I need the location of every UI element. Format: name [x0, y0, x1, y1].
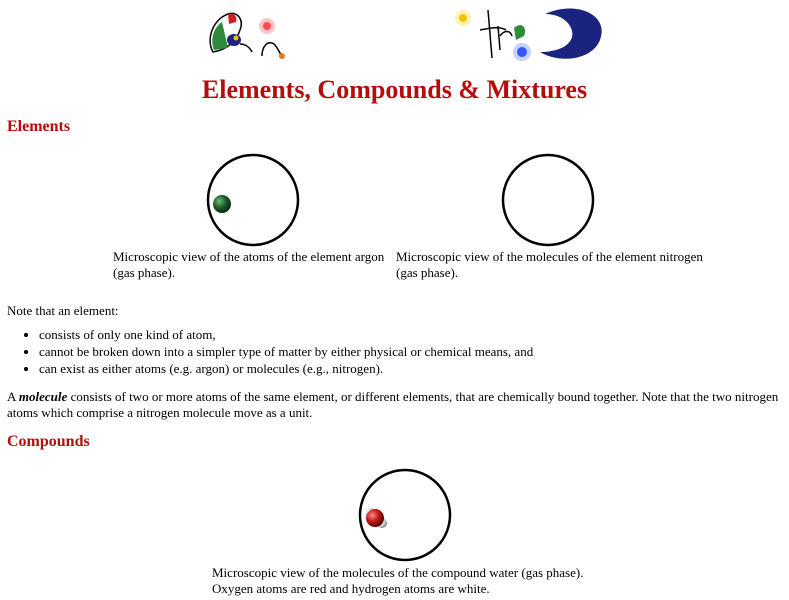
molecule-prefix: A: [7, 389, 19, 404]
left-figure-graphic: [210, 13, 285, 59]
compounds-heading: Compounds: [7, 433, 90, 450]
list-item: • consists of only one kind of atom,: [39, 327, 533, 343]
crescent-moon-graphic: [540, 8, 602, 58]
glow-orb-pink: [259, 18, 275, 34]
elements-heading: Elements: [7, 118, 71, 135]
oxygen-atom: [366, 509, 384, 527]
argon-caption: Microscopic view of the atoms of the element argon (gas phase).: [113, 249, 385, 280]
water-molecules-diagram: [357, 467, 453, 563]
page-title: Elements, Compounds & Mixtures: [201, 75, 588, 104]
glow-orb-blue: [513, 43, 531, 61]
water-caption-line2: Oxygen atoms are red and hydrogen atoms are white.: [212, 581, 490, 596]
molecule-definition: consists of two or more atoms of the same element, or different elements, that are chemically bound together. Note that the two nitrogen atoms which comprise a nitrogen molecule move as a unit.: [7, 389, 779, 420]
argon-atom: [213, 195, 231, 213]
element-notes-list: [7, 327, 533, 378]
note-intro: Note that an element:: [7, 303, 119, 318]
nitrogen-molecules-diagram: [500, 152, 596, 248]
water-caption-line1: Microscopic view of the molecules of the compound water (gas phase).: [212, 565, 584, 580]
banner-artwork: [0, 0, 789, 70]
glow-orb-yellow: [455, 10, 471, 26]
argon-atoms-diagram: [205, 152, 301, 248]
molecule-paragraph: [7, 389, 789, 421]
list-item: • cannot be broken down into a simpler type of matter by either physical or chemical means, and: [39, 344, 533, 360]
container-circle: [503, 155, 593, 245]
molecule-keyword: molecule: [18, 389, 68, 404]
nitrogen-caption: Microscopic view of the molecules of the element nitrogen (gas phase).: [396, 249, 703, 280]
list-item: • can exist as either atoms (e.g. argon) or molecules (e.g., nitrogen).: [39, 361, 533, 377]
